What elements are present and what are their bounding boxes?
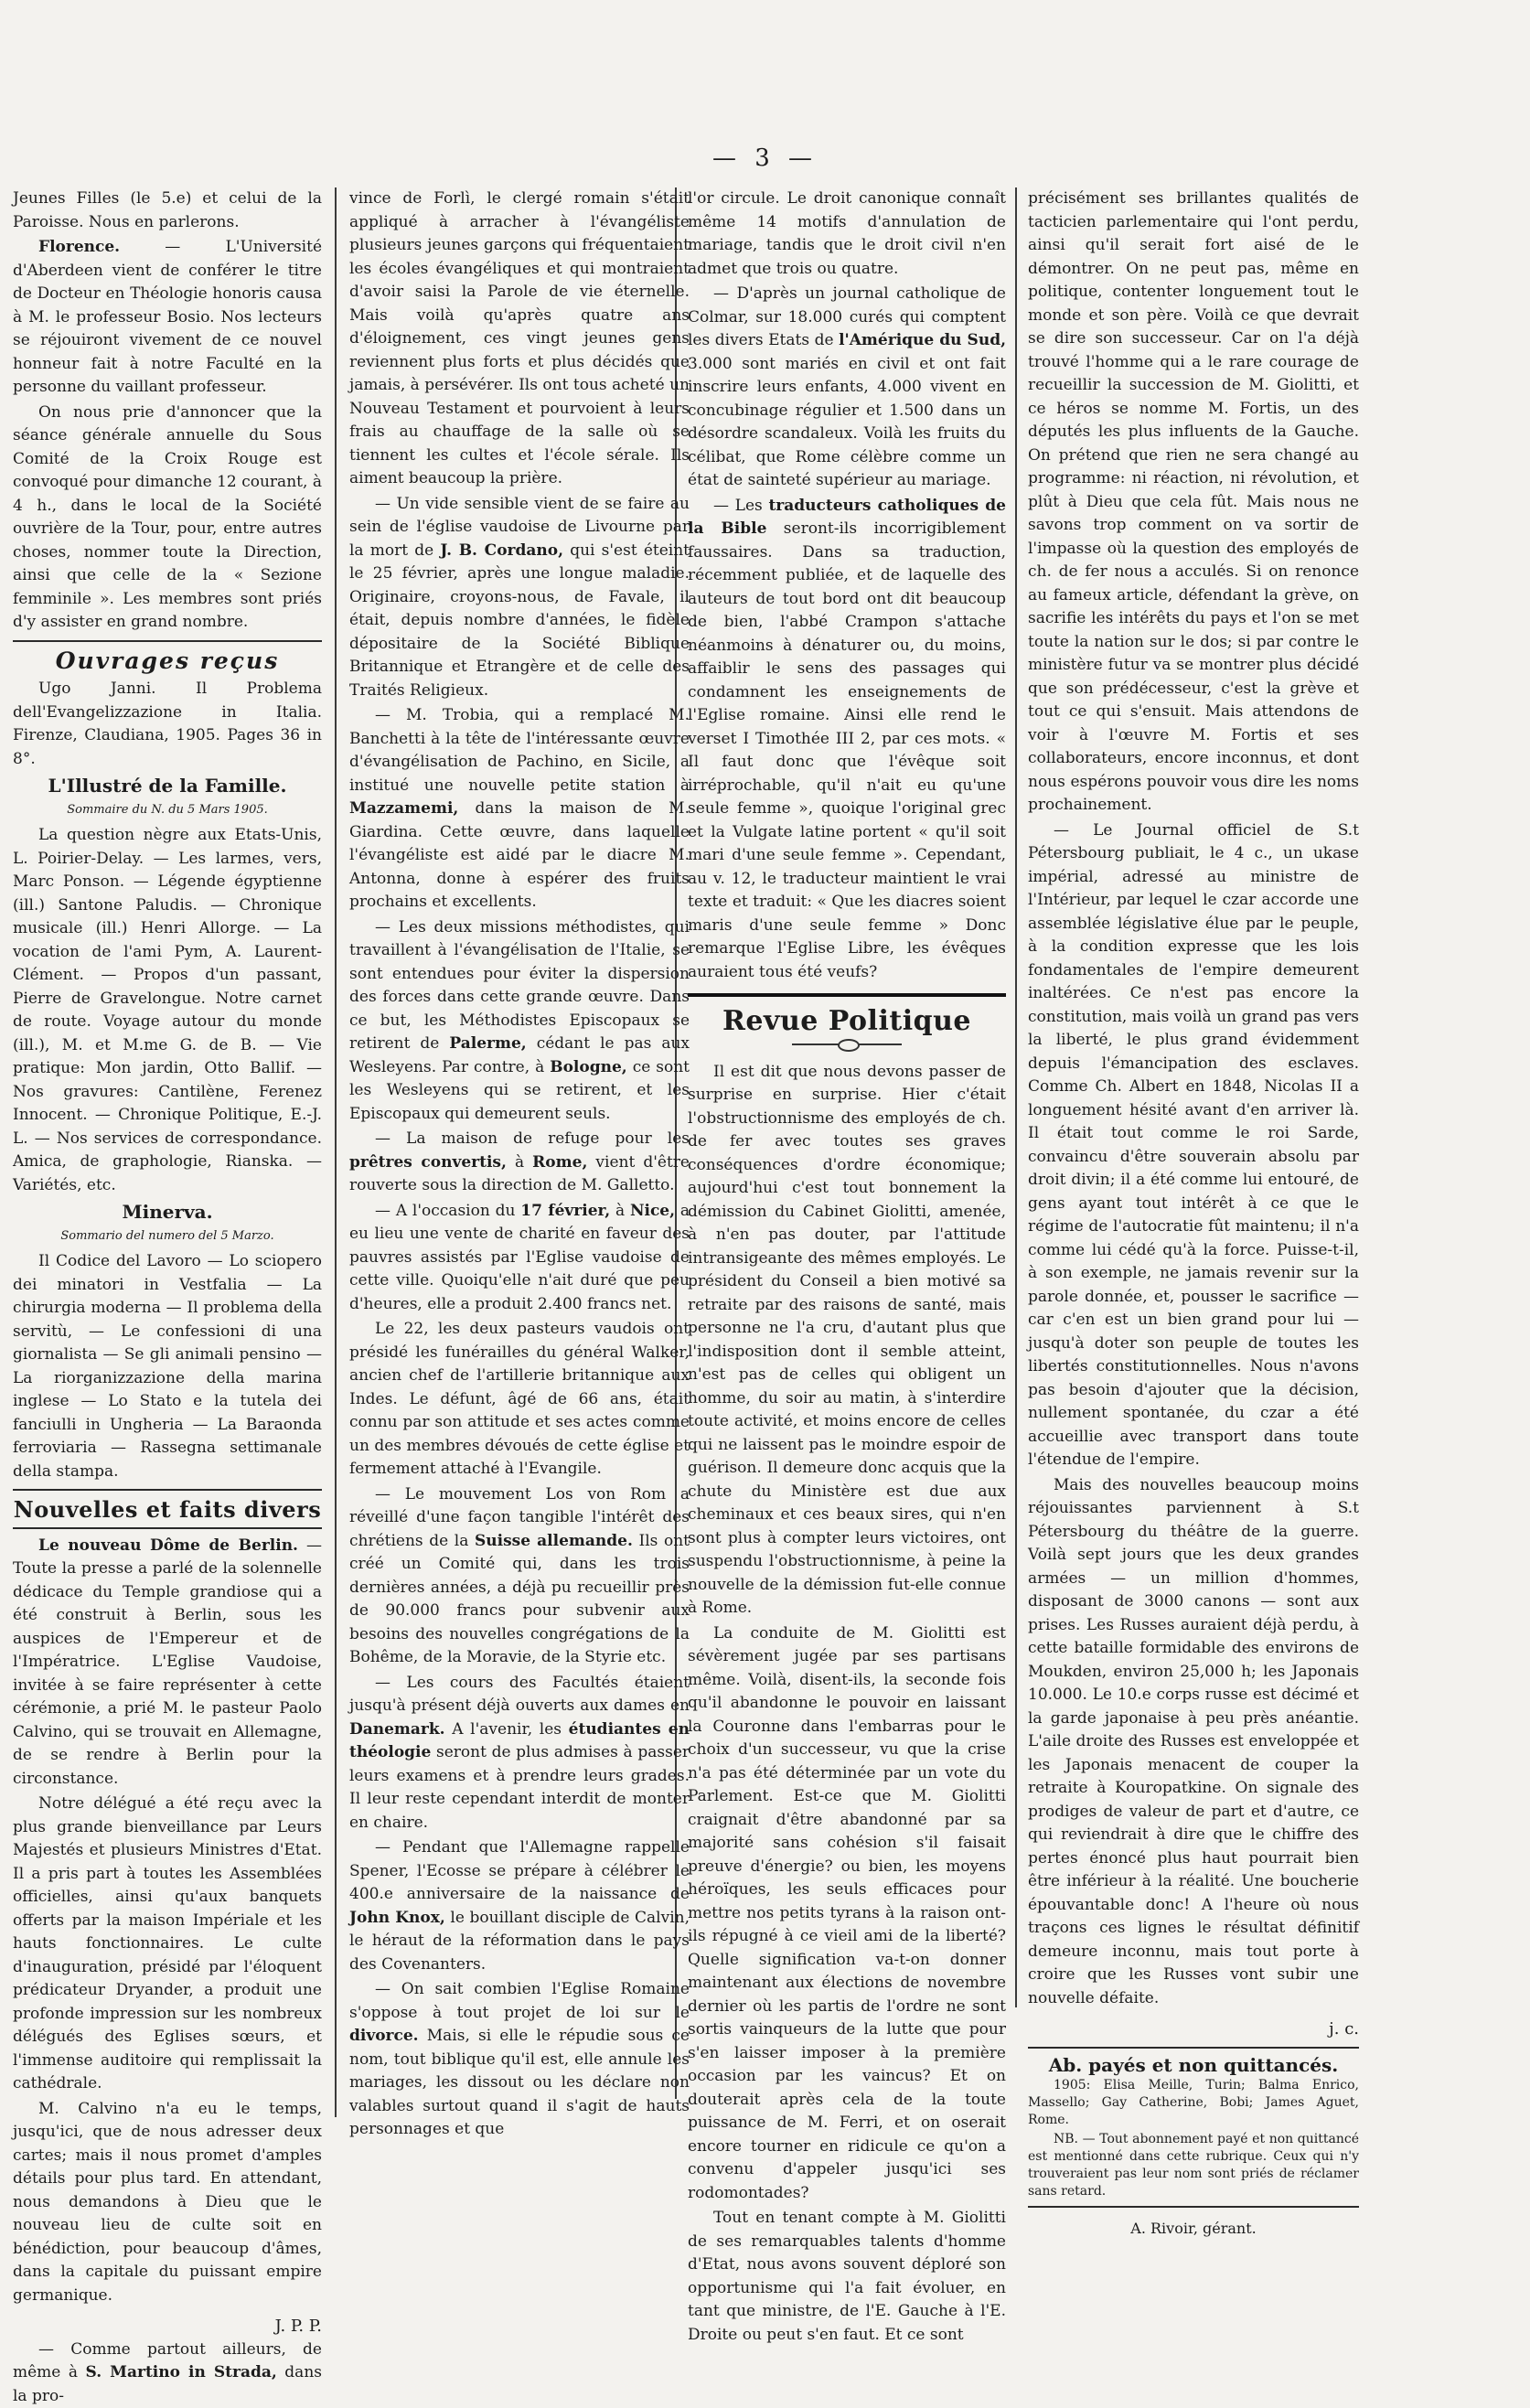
signature: J. P. P. [13, 2315, 322, 2338]
bold-text: J. B. Cordano, [440, 541, 563, 560]
bold-text: Suisse allemande. [475, 1532, 633, 1550]
divider [13, 640, 322, 642]
paragraph-text: — Comme partout ailleurs, de même à [13, 2340, 322, 2382]
paragraph-revue-3: Tout en tenant compte à M. Giolitti de ses remarquables talents d'homme d'Etat, nous avons souvent déploré son opportunisme qui l'a fait évoluer, en tant que ministre, de l'E. Gauche à l'E. Droite ou peut s'en faut. Et ce sont [688, 2207, 1006, 2347]
ornament-swash [792, 1039, 902, 1050]
paragraph-illustre: La question nègre aux Etats-Unis, L. Poirier-Delay. — Les larmes, vers, Marc Ponson. — Légende égyptienne (ill.) Santone Paludis. — Chronique musicale (ill.) Henri Allorge. — La vocation de l'ami Pym, A. Laurent-Clément. — Propos d'un passant, Pierre de Gravelongue. Notre carnet de route. Voyage autour du monde (ill.), M. et M.me G. de B. — Vie pratique: Mon jardin, Otto Ballif. — Nos gravures: Cantilène, Ferenez Innocent. — Chronique Politique, E.-J. L. — Nos services de correspondance. Amica, de graphologie, Rianska. — Variétés, etc. [13, 824, 322, 1197]
paragraph: Jeunes Filles (le 5.e) et celui de la Paroisse. Nous en parlerons. [13, 187, 322, 234]
column-3 [688, 187, 1006, 2135]
paragraph-revue-2: La conduite de M. Giolitti est sévèrement jugée par ses partisans même. Voilà, disent-ils, la seconde fois qu'il abandonne le pouvoir en laissant la Couronne dans l'embarras pour le choix d'un successeur, vu que la crise n'a pas été déterminée par un vote du Parlement. Est-ce que M. Giolitti craignait d'être abandonné par sa majorité sans cohésion s'il faisait preuve d'énergie? ou bien, les moyens héroïques, les seuls efficaces pour mettre nos petits tyrans à la raison ont-ils répugné à ce vieil ami de la liberté? Quelle signification va-t-on donner maintenant aux élections de novembre dernier où les partis de l'ordre ne sont sortis vainqueurs de la lutte que pour s'en laisser imposer à la première occasion par les vaincus? Et on douterait après cela de la toute puissance de M. Ferri, et on oserait encore tourner en ridicule ce qu'on a convenu d'appeler jusqu'ici ses rodomontades? [688, 1622, 1006, 2206]
paragraph-walker: Le 22, les deux pasteurs vaudois ont présidé les funérailles du général Walker, ancien chef de l'artillerie britannique aux Indes. Le défunt, âgé de 66 ans, était connu par son attitude et ses actes comme un des membres dévoués de cette église et fermement attaché à l'Evangile. [349, 1318, 690, 1482]
paragraph-text: à [507, 1153, 532, 1172]
section-heading-revue: Revue Politique [688, 1010, 1006, 1033]
divider [13, 1489, 322, 1491]
divider [688, 993, 1006, 997]
paragraph-knox [349, 1836, 690, 1976]
paragraph-text: Mais, si elle le répudie sous ce nom, tout biblique qu'il est, elle annule les mariages, les dissout ou les déclare non valables surtout quand il s'agit de hauts personnages et que [349, 2027, 690, 2138]
lead-martino: S. Martino in Strada, [86, 2363, 277, 2381]
paragraph-calvino: M. Calvino n'a eu le temps, jusqu'ici, que de nous adresser deux cartes; mais il nous promet d'amples détails pour plus tard. En attendant, nous demandons à Dieu que le nouveau lieu de culte soit en bénédiction, pour beaucoup d'âmes, dans la capitale du puissant empire germanique. [13, 2098, 322, 2308]
paragraph-ukase: — Le Journal officiel de S.t Pétersbourg publiait, le 4 c., un ukase impérial, adressé au ministre de l'Intérieur, par lequel le czar accorde une assemblée législative élue par le peuple, à la condition expresse que les lois fondamentales de l'empire demeurent inaltérées. Ce n'est pas encore la constitution, mais voilà un grand pas vers la liberté, le plus grand évidemment depuis l'émancipation des esclaves. Comme Ch. Albert en 1848, Nicolas II a longuement hésité avant d'en arriver là. Il était tout comme le roi Sarde, convaincu d'être souverain absolu par droit divin; il a été comme lui entouré, de gens ayant tout intérêt à ce que le régime de l'autocratie fût maintenu; il n'a comme lui cédé qu'à la force. Puisse-t-il, à son exemple, ne jamais revenir sur la parole donnée, et, pousser le sacrifice — car c'en est un bien grand pour lui — jusqu'à doter son peuple de toutes les libertés constitutionnelles. Nous n'avons pas besoin d'ajouter que la décision, nullement spontanée, du czar a été accueillie avec transport dans toute l'étendue de l'empire. [1028, 819, 1359, 1472]
paragraph-colmar [688, 283, 1006, 493]
paragraph: vince de Forlì, le clergé romain s'était appliqué à arracher à l'évangéliste plusieurs jeunes garçons qui fréquentaient les écoles évangéliques et qui montraient d'avoir saisi la Parole de vie éternelle. Mais voilà qu'après quatre ans d'éloignement, ces vingt jeunes gens reviennent plus forts et plus décidés que jamais, à persévérer. Ils ont tous acheté un Nouveau Testament et pourvoient à leurs frais au chauffage de la salle où se tiennent les cultes et l'école sérale. Ils aiment beaucoup la prière. [349, 187, 690, 491]
divider [1028, 2047, 1359, 2049]
paragraph-text: — On sait combien l'Eglise Romaine s'oppose à tout projet de loi sur le [349, 1980, 690, 2022]
divider [13, 1527, 322, 1529]
bold-text: divorce. [349, 2027, 419, 2045]
section-heading-ouvrages: Ouvrages reçus [13, 649, 322, 673]
section-heading-nouvelles: Nouvelles et faits divers [13, 1498, 322, 1522]
heading-abonnements: Ab. payés et non quittancés. [1028, 2054, 1359, 2078]
paragraph-text: — A l'occasion du [375, 1202, 520, 1220]
paragraph: l'or circule. Le droit canonique connaît même 14 motifs d'annulation de mariage, tandis que le droit civil n'en admet que trois ou quatre. [688, 187, 1006, 281]
paragraph-text: seront-ils incorrigiblement faussaires. Dans sa traduction, récemment publiée, et de laquelle des auteurs de tout bord ont dit beaucoup de bien, l'abbé Crampon s'attache néanmoins à dénaturer ou, du moins, affaiblir le sens des passages qui condamnent les enseignements de l'Eglise romaine. Ainsi elle rend le verset I Timothée III 2, par ces mots. « Il faut donc que l'évêque soit irréprochable, qu'il n'ait eu qu'une seule femme », quoique l'original grec et la Vulgate latine portent « qu'il soit mari d'une seule femme ». Cependant, au v. 12, le traducteur maintient le vrai texte et traduit: « Que les diacres soient maris d'une seule femme » Donc remarque l'Eglise Libre, les évêques auraient tous été veufs? [688, 519, 1006, 981]
gerant-signature: A. Rivoir, gérant. [1028, 2217, 1359, 2241]
paragraph-text: — La maison de refuge pour les [375, 1129, 690, 1148]
heading-minerva: Minerva. [13, 1201, 322, 1225]
paragraph-text: — Les cours des Facultés étaient jusqu'à présent déjà ouverts aux dames en [349, 1674, 690, 1716]
bold-text: l'Amérique du Sud, [839, 331, 1006, 349]
paragraph-text: — M. Trobia, qui a remplacé M. Banchetti à la tête de l'intéressante œuvre d'évangélisation de Pachino, en Sicile, a institué une nouvelle petite station à [349, 706, 690, 795]
paragraph-florence [13, 236, 322, 400]
bold-text: Mazzamemi, [349, 799, 458, 818]
paragraph-text: a eu lieu une vente de charité en faveur des pauvres assistés par l'Eglise vaudoise de cette ville. Quoiqu'elle n'ait duré que peu d'heures, elle a produit 2.400 francs net. [349, 1202, 690, 1313]
paragraph-guerre: Mais des nouvelles beaucoup moins réjouissantes parviennent à S.t Pétersbourg du théâtre de la guerre. Voilà sept jours que les deux grandes armées — un million d'hommes, disposant de 3000 canons — sont aux prises. Les Russes auraient déjà perdu, à cette bataille formidable des environs de Moukden, environ 25,000 h; les Japonais 10.000. Le 10.e corps russe est décimé et la garde japonaise à peu près anéantie. L'aile droite des Russes est enveloppée et les Japonais menacent de couper la retraite à Kouropatkine. On signale des prodiges de valeur de part et d'autre, ce qui reviendrait à dire que le chiffre des pertes énoncé plus haut pourrait bien être inférieur à la réalité. Une boucherie épouvantable donc! A l'heure où nous traçons ces lignes le résultat définitif demeure inconnu, mais tout porte à croire que les Russes vont subir une nouvelle défaite. [1028, 1474, 1359, 2011]
paragraph-text: dans la maison de M. Giardina. Cette œuvre, dans laquelle l'évangéliste est aidé par le diacre M. Antonna, donne à espérer des fruits prochains et excellents. [349, 799, 690, 911]
lead-florence: Florence. [38, 238, 120, 256]
paragraph-text: à [610, 1202, 630, 1220]
column-4 [1028, 187, 1359, 2135]
column-rule [335, 187, 337, 2117]
paragraph-text: — Toute la presse a parlé de la solennelle dédicace du Temple grandiose qui a été construit à Berlin, sous les auspices de l'Empereur et de l'Impératrice. L'Eglise Vaudoise, invitée à se faire représenter à cette cérémonie, a prié M. le pasteur Paolo Calvino, qui se trouvait en Allemagne, de se rendre à Berlin pour la circonstance. [13, 1536, 322, 1788]
bold-text: Palerme, [449, 1034, 526, 1053]
paragraph-delegue: Notre délégué a été reçu avec la plus grande bienveillance par Leurs Majestés et plusieurs Ministres d'Etat. Il a pris part à toutes les Assemblées officielles, ainsi qu'aux banquets offerts par la maison Impériale et les hauts fonctionnaires. Le culte d'inauguration, présidé par l'éloquent prédicateur Dryander, a produit une profonde impression sur les nombreux délégués des Eglises sœurs, et l'immense auditoire qui remplissait la cathédrale. [13, 1793, 322, 2096]
bold-text: 17 février, [520, 1202, 610, 1220]
bold-text: John Knox, [349, 1909, 445, 1927]
bold-text: Nice, [630, 1202, 675, 1220]
paragraph-bible [688, 495, 1006, 985]
paragraph-text: ce sont les Wesleyens qui se retirent, et les Episcopaux qui demeurent seuls. [349, 1058, 690, 1123]
paragraph-text: — Le mouvement Los von Rom a réveillé d'une façon tangible l'intérêt des chrétiens de la [349, 1485, 690, 1550]
paragraph-text: le bouillant disciple de Calvin, le héraut de la réformation dans le pays des Covenanters. [349, 1909, 690, 1974]
paragraph-nice [349, 1200, 690, 1317]
divider [1028, 2206, 1359, 2208]
paragraph-revue-1: Il est dit que nous devons passer de surprise en surprise. Hier c'était l'obstructionnisme des employés de ch. de fer avec toutes ses graves conséquences d'ordre économique; aujourd'hui c'est tout bonnement la démission du Cabinet Giolitti, amenée, à n'en pas douter, par l'attitude intransigeante des mêmes employés. Le président du Conseil a bien motivé sa retraite par des raisons de santé, mais personne ne l'a cru, d'autant plus que l'indisposition dont il semble atteint, n'est pas de celles qui obligent un homme, du soir au matin, à s'interdire toute activité, et moins encore de celles qui ne laissent pas le moindre espoir de guérison. Il demeure donc acquis que la chute du Ministère est due aux cheminaux et ces beaux sires, qui n'en sont plus à compter leurs victoires, ont suspendu l'obstructionnisme, à peine la nouvelle de la démission fut-elle connue à Rome. [688, 1061, 1006, 1621]
bold-text: Danemark. [349, 1720, 445, 1739]
paragraph-divorce [349, 1978, 690, 2142]
paragraph-dome [13, 1535, 322, 1792]
column-rule [1015, 187, 1017, 2007]
paragraph-janni: Ugo Janni. Il Problema dell'Evangelizzazione in Italia. Firenze, Claudiana, 1905. Pages 36 in 8°. [13, 678, 322, 771]
paragraph: précisément ses brillantes qualités de tacticien parlementaire qui l'ont perdu, ainsi qu'il serait fort aisé de le démontrer. On ne peut pas, même en politique, contenter longuement tout le monde et son père. Voilà ce que devrait se dire son successeur. Car on l'a déjà trouvé l'homme qui a le rare courage de recueillir la succession de M. Giolitti, et ce héros se nomme M. Fortis, un des députés les plus influents de la Gauche. On prétend que rien ne sera changé au programme: ni réaction, ni révolution, et plût à Dieu que cela fût. Mais nous ne savons trop comment on va sortir de l'impasse où la question des employés de ch. de fer nous a acculés. Si on renonce au fameux article, défendant la grève, on sacrifie les intérêts du pays et l'on se met toute la nation sur le dos; si par contre le ministère futur va se montrer plus décidé que son prédécesseur, c'est la grève et tout ce qui s'ensuit. Mais attendons de voir à l'œuvre M. Fortis et ses collaborateurs, encore inconnus, et dont nous espérons pouvoir vous dire les noms prochainement. [1028, 187, 1359, 818]
bold-text: étudiantes en théologie [349, 1720, 690, 1762]
paragraph-text: — L'Université d'Aberdeen vient de conférer le titre de Docteur en Théologie honoris causa à M. le professeur Bosio. Nos lecteurs se réjouiront vivement de ce nouvel honneur fait à notre Faculté en la personne du vaillant professeur. [13, 238, 322, 396]
bold-text: traducteurs catholiques de la Bible [688, 497, 1006, 539]
column-1 [13, 187, 322, 2135]
paragraph-text: — Pendant que l'Allemagne rappelle Spener, l'Ecosse se prépare à célébrer le 400.e anniversaire de la naissance de [349, 1838, 690, 1903]
bold-text: Rome, [532, 1153, 587, 1172]
paragraph-text: vient d'être rouverte sous la direction de M. Galletto. [349, 1153, 690, 1195]
paragraph-text: — D'après un journal catholique de Colmar, sur 18.000 curés qui comptent les divers Etats de [688, 284, 1006, 349]
column-2 [349, 187, 690, 2135]
paragraph-croix-rouge: On nous prie d'annoncer que la séance générale annuelle du Sous Comité de la Croix Rouge est convoqué pour dimanche 12 courant, à 4 h., dans le local de la Société ouvrière de la Tour, pour, entre autres choses, nommer toute la Direction, ainsi que celle de la « Sezione femminile ». Les membres sont priés d'y assister en grand nombre. [13, 401, 322, 635]
paragraph-los-von-rom [349, 1483, 690, 1670]
signature: j. c. [1028, 2017, 1359, 2041]
paragraph-nb: NB. — Tout abonnement payé et non quittancé est mentionné dans cette rubrique. Ceux qui n'y trouveraient pas leur nom sont priés de réclamer sans retard. [1028, 2131, 1359, 2200]
paragraph-text: cédant le pas aux Wesleyens. Par contre, à [349, 1034, 690, 1076]
heading-illustre: L'Illustré de la Famille. [13, 775, 322, 798]
paragraph-abonnements: 1905: Elisa Meille, Turin; Balma Enrico, Massello; Gay Catherine, Bobi; James Aguet, Rome. [1028, 2077, 1359, 2129]
paragraph-text: dans la pro- [13, 2363, 322, 2405]
paragraph-martino [13, 2338, 322, 2408]
paragraph-text: qui s'est éteint le 25 février, après une longue maladie. Originaire, croyons-nous, de Favale, il était, depuis nombre d'années, le fidèle dépositaire de la Société Biblique Britannique et Etrangère et de celle des Traités Religieux. [349, 541, 690, 700]
page-number: — 3 — [0, 144, 1530, 172]
paragraph-pretres [349, 1128, 690, 1198]
note-illustre: Sommaire du N. du 5 Mars 1905. [13, 798, 322, 822]
lead-dome: Le nouveau Dôme de Berlin. [38, 1536, 298, 1555]
paragraph-minerva: Il Codice del Lavoro — Lo sciopero dei minatori in Vestfalia — La chirurgia moderna — Il problema della servitù, — Le confessioni di una giornalista — Se gli animali pensino — La riorganizzazione della marina inglese — Lo Stato e la tutela dei fanciulli in Ungheria — La Baraonda ferroviaria — Rassegna settimanale della stampa. [13, 1250, 322, 1483]
paragraph-text: — Un vide sensible vient de se faire au sein de l'église vaudoise de Livourne par la mort de [349, 495, 690, 560]
paragraph-trobia [349, 704, 690, 915]
bold-text: prêtres convertis, [349, 1153, 507, 1172]
paragraph-text: A l'avenir, les [445, 1720, 569, 1739]
note-minerva: Sommario del numero del 5 Marzo. [13, 1225, 322, 1248]
paragraph-text: — Les deux missions méthodistes, qui travaillent à l'évangélisation de l'Italie, se sont entendues pour éviter la dispersion des forces dans cette grande œuvre. Dans ce but, les Méthodistes Episcopaux se retirent de [349, 918, 690, 1054]
paragraph-text: — Les [713, 497, 768, 515]
paragraph-text: Ils ont créé un Comité qui, dans les trois dernières années, a déjà pu recueillir près de 90.000 francs pour subvenir aux besoins des nouvelles congrégations de la Bohême, de la Moravie, de la Styrie etc. [349, 1532, 690, 1667]
paragraph-missions [349, 916, 690, 1127]
paragraph-text: 3.000 sont mariés en civil et ont fait inscrire leurs enfants, 4.000 vivent en concubinage régulier et 1.500 dans un désordre scandaleux. Voilà les fruits du célibat, que Rome célèbre comme un état de sainteté supérieur au mariage. [688, 355, 1006, 490]
paragraph-facultes [349, 1672, 690, 1835]
paragraph-text: seront de plus admises à passer leurs examens et à prendre leurs grades. Il leur reste cependant interdit de monter en chaire. [349, 1743, 690, 1832]
bold-text: Bologne, [550, 1058, 627, 1076]
paragraph-cordano [349, 493, 690, 703]
